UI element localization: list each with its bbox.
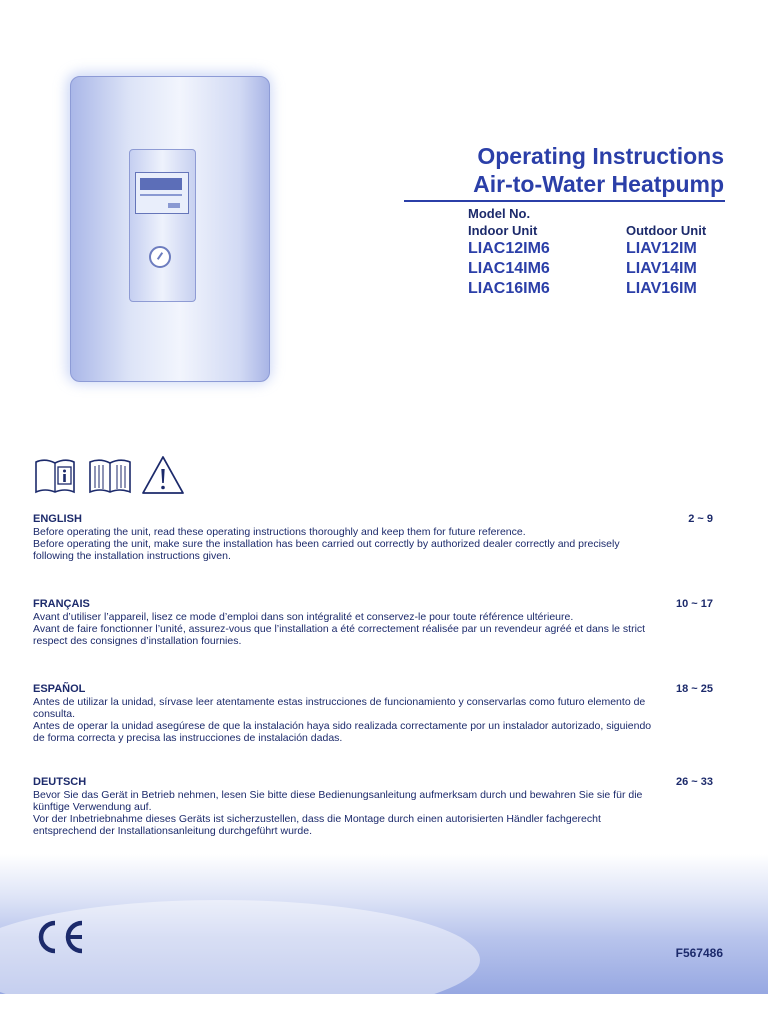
section-pages-francais: 10 ~ 17 xyxy=(675,598,713,610)
model-no-label: Model No. xyxy=(468,206,531,221)
section-pages-espanol: 18 ~ 25 xyxy=(675,683,713,695)
outdoor-unit-label: Outdoor Unit xyxy=(626,223,707,238)
indoor-model-3: LIAC16IM6 xyxy=(468,280,550,297)
document-number: F567486 xyxy=(675,946,723,960)
outdoor-model-3: LIAV16IM xyxy=(626,280,697,297)
title-divider xyxy=(404,200,725,202)
section-text-espanol: Antes de utilizar la unidad, sírvase leer atentamente estas instrucciones de funcionamiento y conservarlas como futuro elemento de consulta. Antes de operar la unidad asegúrese de que la instalación haya sido realizada correctamente por un instalador autorizado, siguiendo de forma correcta y precisa las instrucciones de instalación dadas. xyxy=(33,696,652,744)
unit-display-button xyxy=(168,203,180,208)
section-text-francais: Avant d’utiliser l’appareil, lisez ce mode d’emploi dans son intégralité et conservez-le pour toute référence ultérieure. Avant de faire fonctionner l’unité, assurez-vous que l’installation a été correctement réalisée par un revendeur agréé et dans le strict respect des consignes d’installation fournies. xyxy=(33,611,646,647)
indoor-unit-label: Indoor Unit xyxy=(468,223,538,238)
section-title-francais: FRANÇAIS xyxy=(33,598,90,610)
unit-display-readout xyxy=(140,178,182,190)
outdoor-model-1: LIAV12IM xyxy=(626,240,697,257)
indoor-model-1: LIAC12IM6 xyxy=(468,240,550,257)
indoor-model-2: LIAC14IM6 xyxy=(468,260,550,277)
document-title-line2: Air-to-Water Heatpump xyxy=(473,171,724,197)
unit-display-line xyxy=(140,194,182,196)
section-title-english: ENGLISH xyxy=(33,513,82,525)
outdoor-model-2: LIAV14IM xyxy=(626,260,697,277)
section-pages-deutsch: 26 ~ 33 xyxy=(675,776,713,788)
section-text-deutsch: Bevor Sie das Gerät in Betrieb nehmen, lesen Sie bitte diese Bedienungsanleitung aufmerksam durch und bewahren Sie sie für die künftige Verwendung auf. Vor der Inbetriebnahme dieses Geräts ist sicherzustellen, dass die Montage durch einen autorisierten Händler fachgerecht entsprechend der Installationsanleitung durchgeführt wurde. xyxy=(33,789,643,837)
section-pages-english: 2 ~ 9 xyxy=(688,513,713,525)
open-manual-icon xyxy=(87,456,133,496)
section-text-english: Before operating the unit, read these operating instructions thoroughly and keep them for future reference. Before operating the unit, make sure the installation has been carried out correctly by authorized dealer correctly and precisely following the installation instructions given. xyxy=(33,526,620,562)
ce-mark-icon xyxy=(30,918,88,956)
section-title-deutsch: DEUTSCH xyxy=(33,776,87,788)
document-title-line1: Operating Instructions xyxy=(477,143,724,169)
section-title-espanol: ESPAÑOL xyxy=(33,683,86,695)
info-book-icon xyxy=(33,456,77,496)
warning-triangle-icon xyxy=(140,454,186,496)
